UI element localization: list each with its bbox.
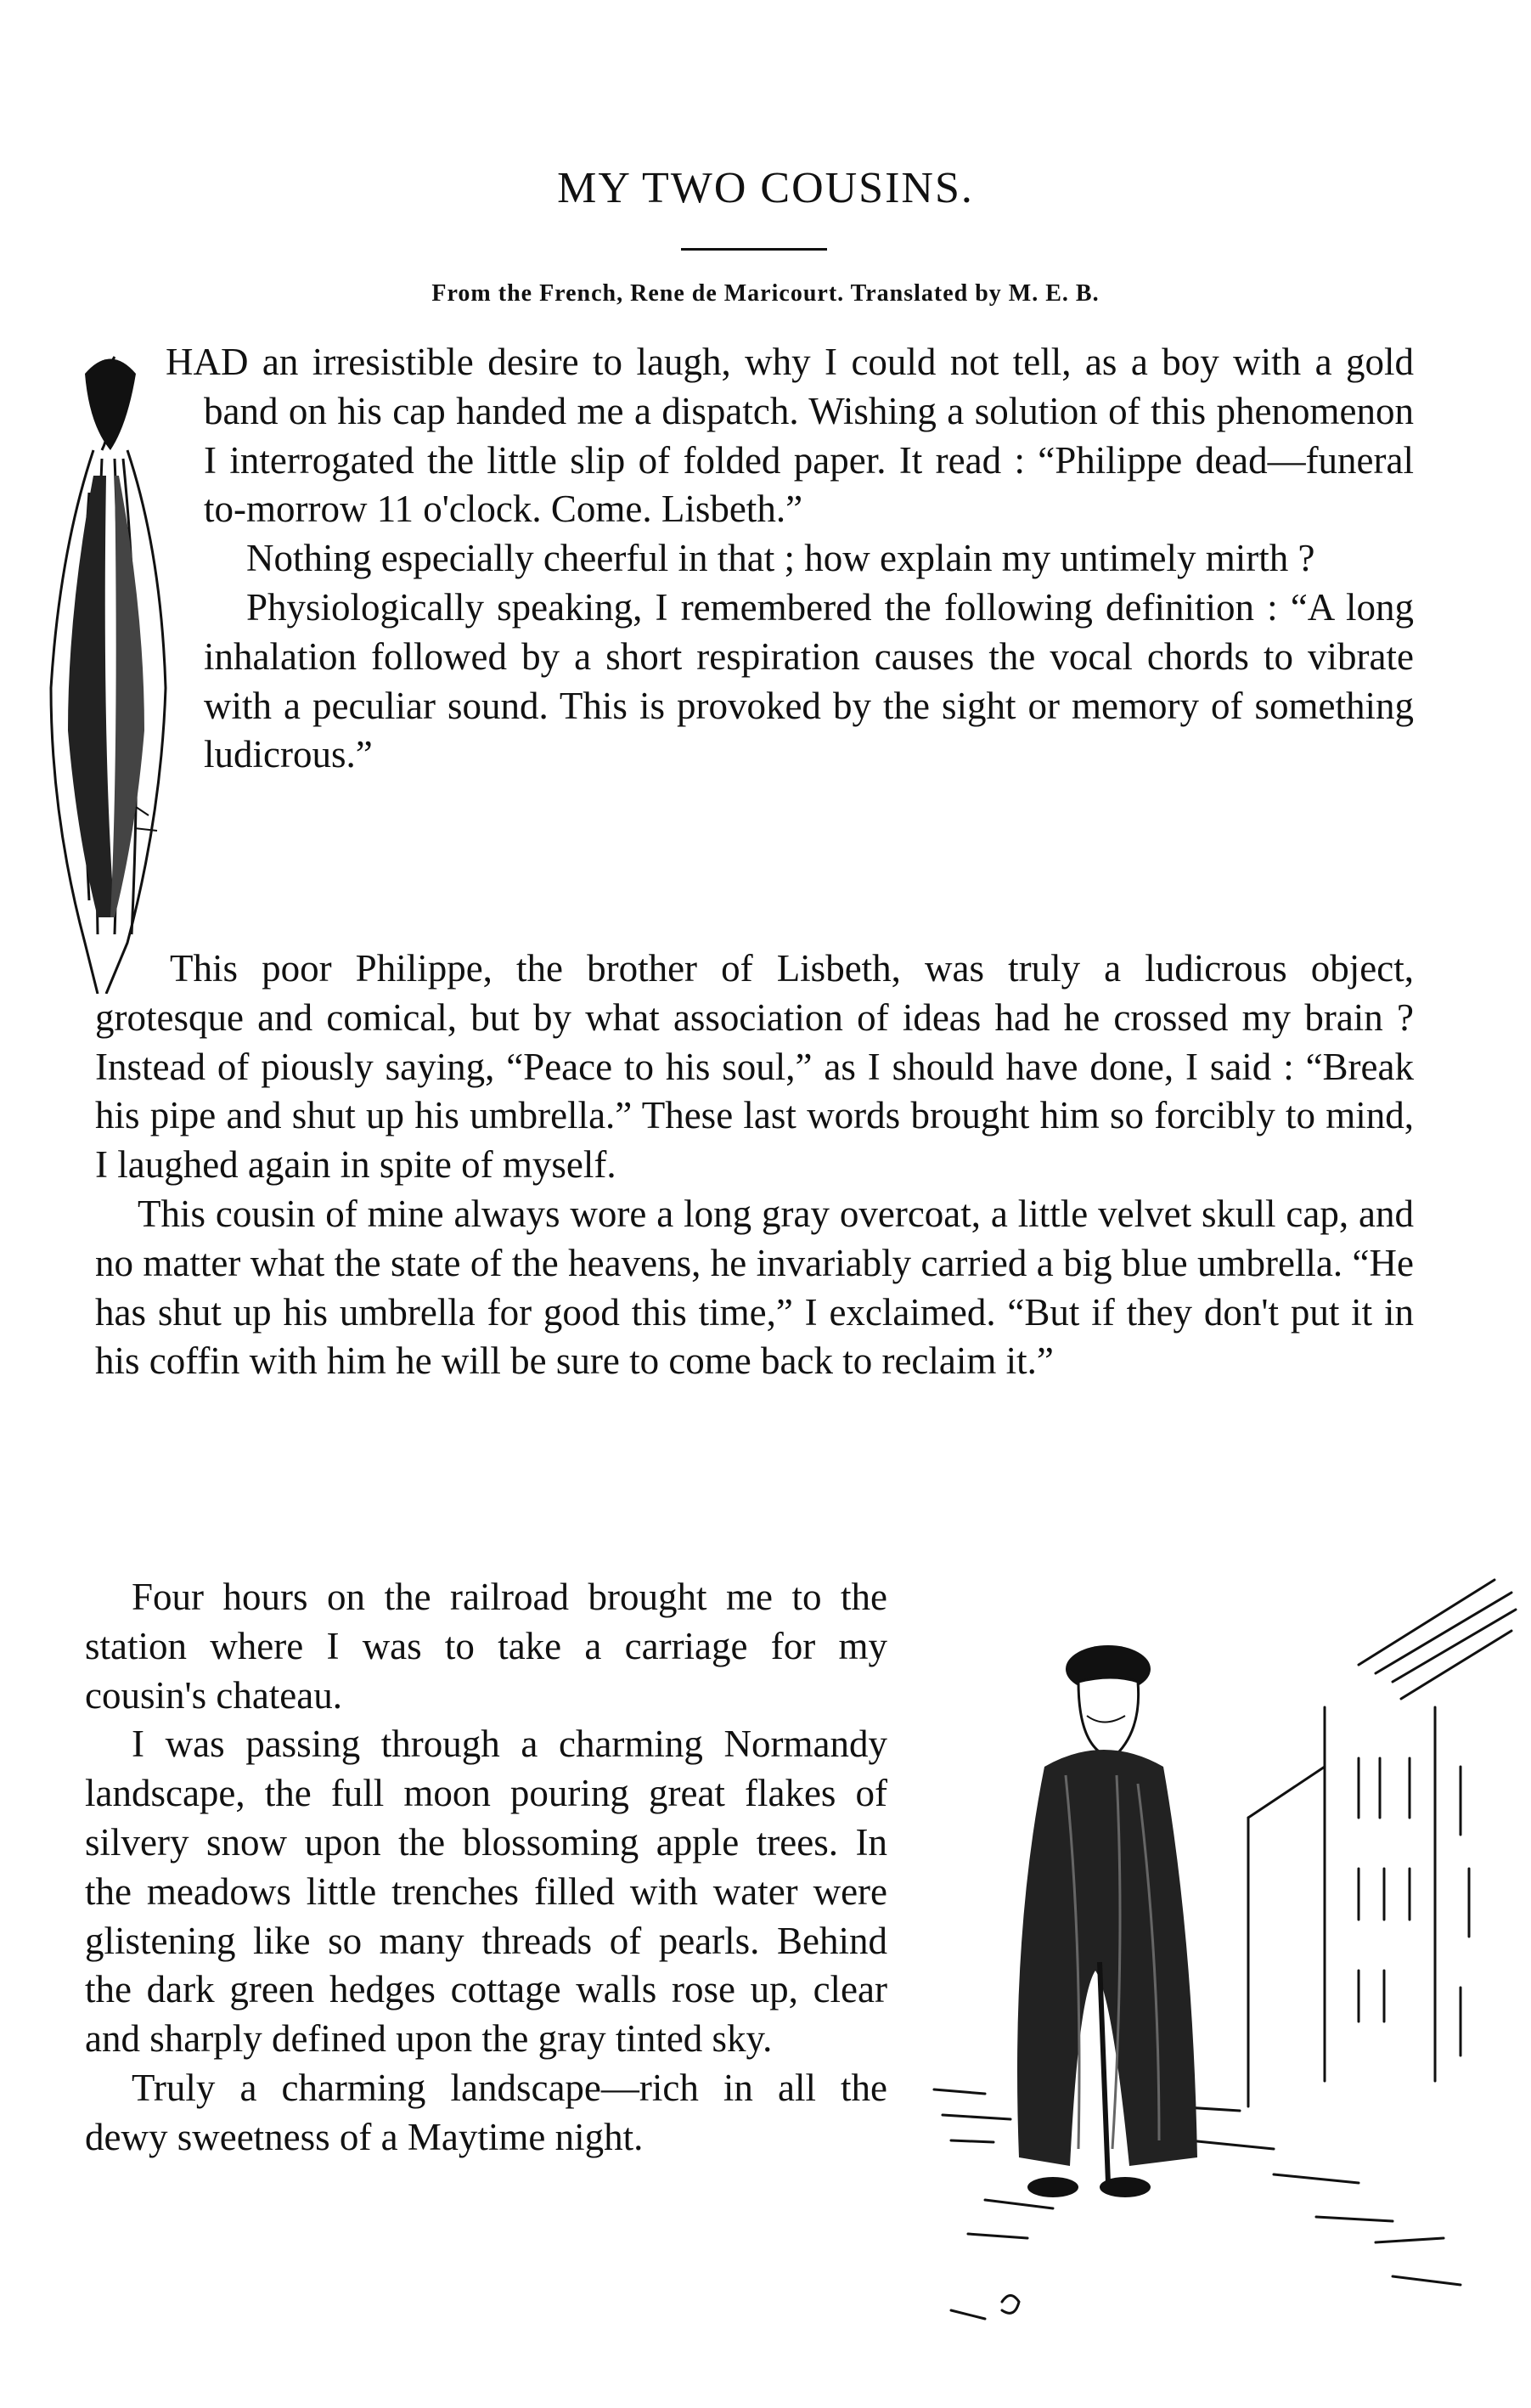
paragraph: I was passing through a charming Normandy landscape, the full moon pouring great flakes of silvery snow upon the blossoming apple trees. In the meadows little trenches filled with water were glistening like so many threads of pearls. Behind the dark green hedges cottage walls rose up, clear and sharply defined upon the gray tinted sky.: [85, 1723, 887, 2061]
byline: From the French, Rene de Maricourt. Translated by M. E. B.: [431, 280, 1100, 307]
title-rule: [681, 248, 827, 251]
paragraph: Four hours on the railroad brought me to the station where I was to take a carriage for my cousin's chateau.: [85, 1576, 887, 1717]
text-block-bottom: [85, 1573, 887, 2163]
text-block-top: [166, 338, 1414, 780]
paragraph: Truly a charming landscape—rich in all the dewy sweetness of a Maytime night.: [85, 2066, 887, 2158]
umbrella-illustration: [34, 340, 187, 994]
man-in-street-illustration: [917, 1563, 1528, 2378]
paragraph: This poor Philippe, the brother of Lisbeth, was truly a ludicrous object, grotesque and comical, but by what association of ideas had he crossed my brain ? Instead of piously saying, “Peace to his soul,” as I should have done, I said : “Break his pipe and shut up his umbrella.” These last words brought him so forcibly to mind, I laughed again in spite of myself.: [95, 947, 1414, 1187]
paragraph: Physiologically speaking, I remembered the following definition : “A long inhalation followed by a short respiration causes the vocal chords to vibrate with a peculiar sound. This is provoked by the sight or memory of something ludicrous.”: [204, 585, 1414, 776]
paragraph: Nothing especially cheerful in that ; how explain my untimely mirth ?: [246, 537, 1315, 580]
paragraph: This cousin of mine always wore a long gray overcoat, a little velvet skull cap, and no matter what the state of the heavens, he invariably carried a big blue umbrella. “He has shut up his umbrella for good this time,” I exclaimed. “But if they don't put it in his coffin with him he will be sure to come back to reclaim it.”: [95, 1192, 1414, 1383]
article-title: MY TWO COUSINS.: [557, 164, 974, 212]
text-block-middle: [95, 945, 1414, 1386]
paragraph: HAD an irresistible desire to laugh, why I could not tell, as a boy with a gold band on his cap handed me a dispatch. Wishing a solution of this phenomenon I interrogated the little slip of folded paper. It read : “Philippe dead—funeral to-morrow 11 o'clock. Come. Lisbeth.”: [166, 341, 1414, 531]
